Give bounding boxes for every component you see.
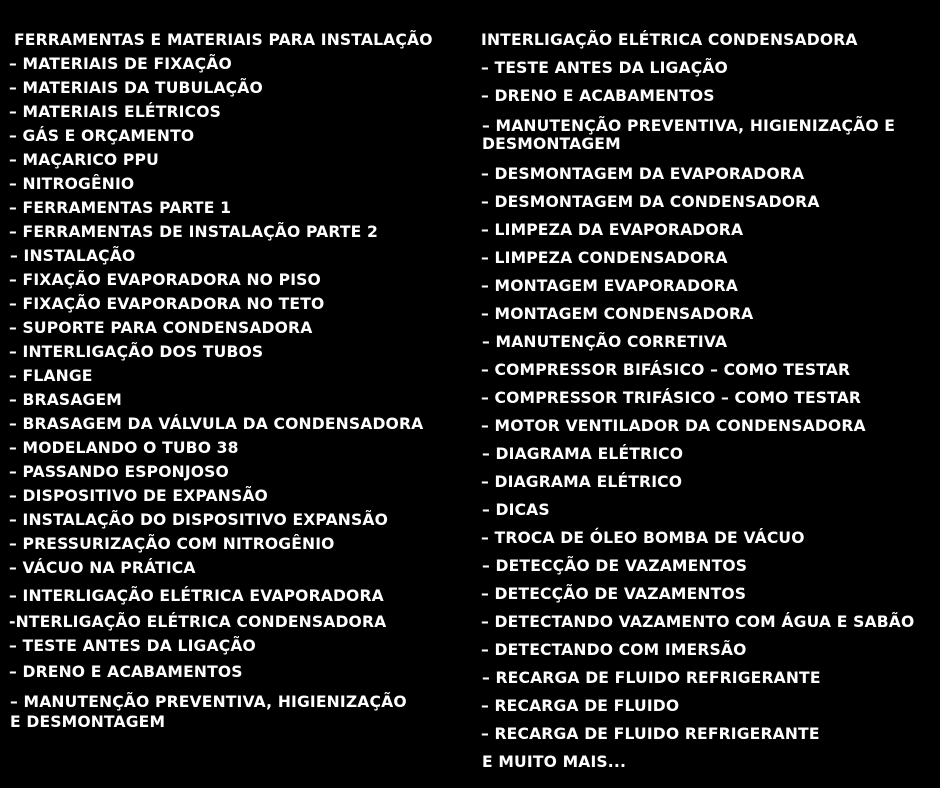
left-list-item: – TESTE ANTES DA LIGAÇÃO [9,637,256,655]
left-list-item: – INSTALAÇÃO DO DISPOSITIVO EXPANSÃO [9,511,388,529]
right-list-item: – RECARGA DE FLUIDO REFRIGERANTE [482,669,821,687]
right-list-item: – COMPRESSOR BIFÁSICO – COMO TESTAR [481,361,851,379]
right-list-item: – COMPRESSOR TRIFÁSICO – COMO TESTAR [481,389,862,407]
left-list-item: – FIXAÇÃO EVAPORADORA NO TETO [9,295,325,313]
right-list-item: – DETECTANDO VAZAMENTO COM ÁGUA E SABÃO [481,613,915,631]
left-list-item: – GÁS E ORÇAMENTO [9,127,195,145]
left-list-item: E DESMONTAGEM [10,713,166,731]
right-list-item: – LIMPEZA DA EVAPORADORA [481,221,744,239]
left-list-item: – MAÇARICO PPU [9,151,159,169]
left-list-item: – BRASAGEM DA VÁLVULA DA CONDENSADORA [9,415,424,433]
left-list-item: – FERRAMENTAS DE INSTALAÇÃO PARTE 2 [9,223,378,241]
left-list-item: – MATERIAIS ELÉTRICOS [9,103,221,121]
right-list-item: – TESTE ANTES DA LIGAÇÃO [481,59,728,77]
left-list-item: – MATERIAIS DE FIXAÇÃO [9,55,232,73]
right-list-item: – DETECÇÃO DE VAZAMENTOS [481,585,747,603]
left-list-item: – NITROGÊNIO [9,175,135,193]
right-list-item: – DESMONTAGEM DA CONDENSADORA [481,193,820,211]
right-list-item: – DRENO E ACABAMENTOS [481,87,715,105]
right-list-item: – DETECÇÃO DE VAZAMENTOS [482,557,748,575]
left-list-item: FERRAMENTAS E MATERIAIS PARA INSTALAÇÃO [14,31,433,49]
left-list-item: – FERRAMENTAS PARTE 1 [9,199,232,217]
left-list-item: – DISPOSITIVO DE EXPANSÃO [9,487,268,505]
right-list-item: – TROCA DE ÓLEO BOMBA DE VÁCUO [481,529,805,547]
right-list-item: – DETECTANDO COM IMERSÃO [481,641,747,659]
right-list-item: – MONTAGEM EVAPORADORA [481,277,739,295]
left-list-item: – INSTALAÇÃO [10,247,136,265]
right-list-item: – DIAGRAMA ELÉTRICO [482,445,684,463]
left-list-item: – FIXAÇÃO EVAPORADORA NO PISO [9,271,321,289]
right-list-item: – MANUTENÇÃO PREVENTIVA, HIGIENIZAÇÃO E [482,117,896,135]
left-list-item: – MATERIAIS DA TUBULAÇÃO [9,79,263,97]
right-list-item: – RECARGA DE FLUIDO [481,697,680,715]
left-list-item: – MANUTENÇÃO PREVENTIVA, HIGIENIZAÇÃO [10,693,407,711]
right-list-item: – RECARGA DE FLUIDO REFRIGERANTE [481,725,820,743]
right-list-item: – DESMONTAGEM DA EVAPORADORA [481,165,805,183]
left-list-item: – FLANGE [9,367,93,385]
left-list-item: – INTERLIGAÇÃO ELÉTRICA EVAPORADORA [9,587,384,605]
left-list-item: – PASSANDO ESPONJOSO [9,463,229,481]
right-list-item: E MUITO MAIS... [482,753,627,771]
right-list-item: – LIMPEZA CONDENSADORA [481,249,728,267]
right-list-item: – MOTOR VENTILADOR DA CONDENSADORA [481,417,866,435]
left-list-item: -NTERLIGAÇÃO ELÉTRICA CONDENSADORA [9,613,387,631]
right-list-item: – MANUTENÇÃO CORRETIVA [482,333,728,351]
right-list-item: – DIAGRAMA ELÉTRICO [481,473,683,491]
right-list-item: – DICAS [482,501,550,519]
left-list-item: – SUPORTE PARA CONDENSADORA [9,319,313,337]
left-list-item: – DRENO E ACABAMENTOS [9,663,243,681]
right-list-item: – MONTAGEM CONDENSADORA [481,305,754,323]
left-list-item: – INTERLIGAÇÃO DOS TUBOS [9,343,264,361]
left-list-item: – MODELANDO O TUBO 38 [9,439,239,457]
left-list-item: – VÁCUO NA PRÁTICA [9,559,196,577]
right-list-item: INTERLIGAÇÃO ELÉTRICA CONDENSADORA [481,31,858,49]
right-list-item: DESMONTAGEM [482,135,621,153]
left-list-item: – PRESSURIZAÇÃO COM NITROGÊNIO [9,535,335,553]
left-list-item: – BRASAGEM [9,391,122,409]
